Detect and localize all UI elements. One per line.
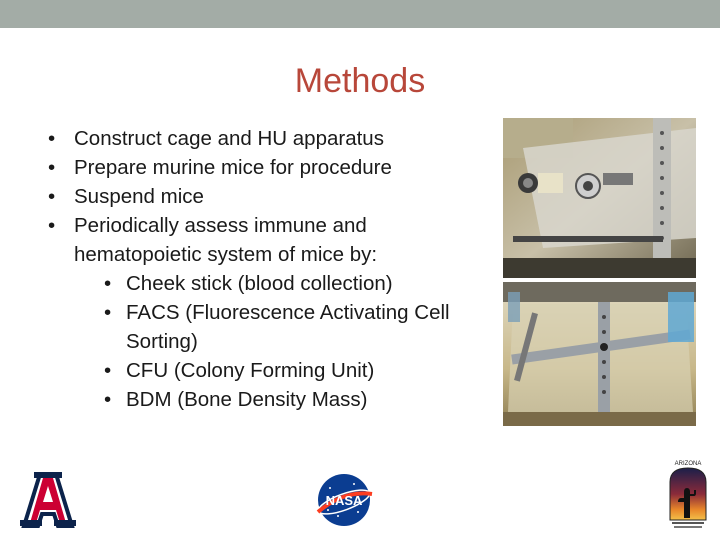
slide-title-text: Methods (294, 62, 426, 100)
bullet-item: • Construct cage and HU apparatus (48, 124, 498, 153)
bullet-item-with-sublist (48, 211, 498, 414)
slide-title (0, 62, 720, 101)
sub-bullet-item: • CFU (Colony Forming Unit) (104, 356, 498, 385)
sub-bullet-item: • Cheek stick (blood collection) (104, 269, 498, 298)
bullet-item: • Suspend mice (48, 182, 498, 211)
sub-bullet-list (74, 269, 498, 414)
bullet-item: • Prepare murine mice for procedure (48, 153, 498, 182)
bullet-list (48, 124, 498, 414)
university-of-arizona-logo (16, 468, 80, 530)
asu-logo-text: ARIZONA (674, 461, 702, 467)
nasa-logo (314, 472, 374, 528)
arizona-space-grant-logo (664, 458, 712, 530)
top-header-bar (0, 0, 720, 28)
sub-bullet-item: • FACS (Fluorescence Activating Cell Sorting) (104, 298, 498, 356)
cage-apparatus-photo (503, 118, 696, 278)
bullet-item-text: Periodically assess immune and hematopoietic system of mice by: (74, 214, 378, 266)
sub-bullet-item: • BDM (Bone Density Mass) (104, 385, 498, 414)
nasa-logo-text: NASA (325, 493, 363, 508)
hu-cage-photo (503, 282, 696, 426)
